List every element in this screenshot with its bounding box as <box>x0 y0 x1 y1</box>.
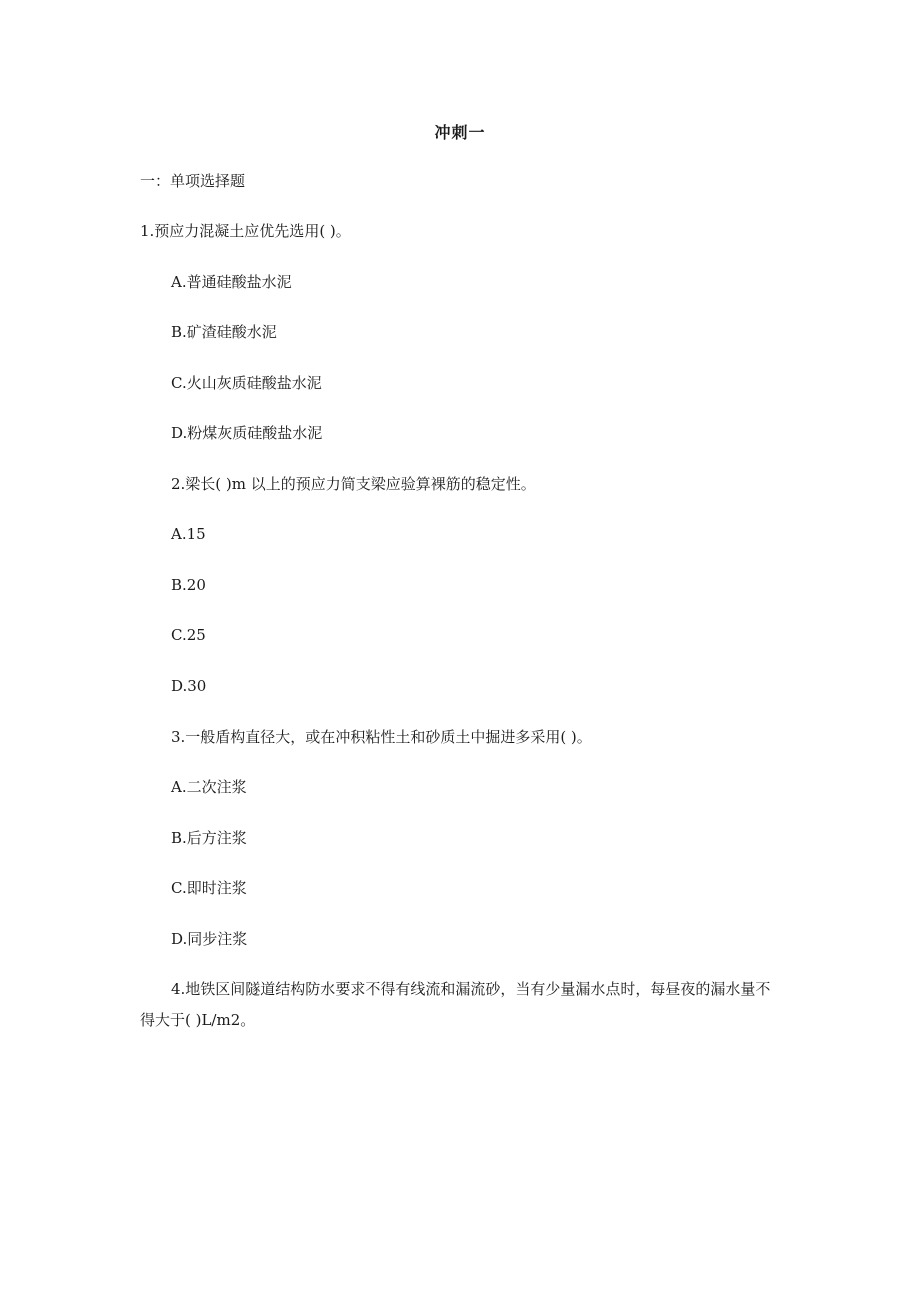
question-2-option-b: B.20 <box>171 576 206 594</box>
question-2-option-c: C.25 <box>171 626 206 644</box>
question-1-stem: 1.预应力混凝土应优先选用( )。 <box>140 222 351 240</box>
question-3-stem: 3.一般盾构直径大，或在冲积粘性土和砂质土中掘进多采用( )。 <box>171 728 592 746</box>
section-heading: 一：单项选择题 <box>140 172 246 190</box>
question-2-option-d: D.30 <box>171 677 207 695</box>
question-2-stem: 2.梁长( )m 以上的预应力简支梁应验算裸筋的稳定性。 <box>171 475 536 493</box>
question-2-option-a: A.15 <box>171 525 206 543</box>
page-title: 冲刺一 <box>434 123 486 142</box>
question-3-option-a: A.二次注浆 <box>171 778 247 796</box>
question-4-stem: 4.地铁区间隧道结构防水要求不得有线流和漏流砂，当有少量漏水点时，每昼夜的漏水量不得大于( )L/m2。 <box>140 980 771 1029</box>
question-1-option-b: B.矿渣硅酸水泥 <box>171 323 277 341</box>
question-3-option-b: B.后方注浆 <box>171 829 247 847</box>
question-3-option-c: C.即时注浆 <box>171 879 247 897</box>
question-1-option-d: D.粉煤灰质硅酸盐水泥 <box>171 424 323 442</box>
question-1-option-a: A.普通硅酸盐水泥 <box>171 273 292 291</box>
question-3-option-d: D.同步注浆 <box>171 930 248 948</box>
question-1-option-c: C.火山灰质硅酸盐水泥 <box>171 374 322 392</box>
